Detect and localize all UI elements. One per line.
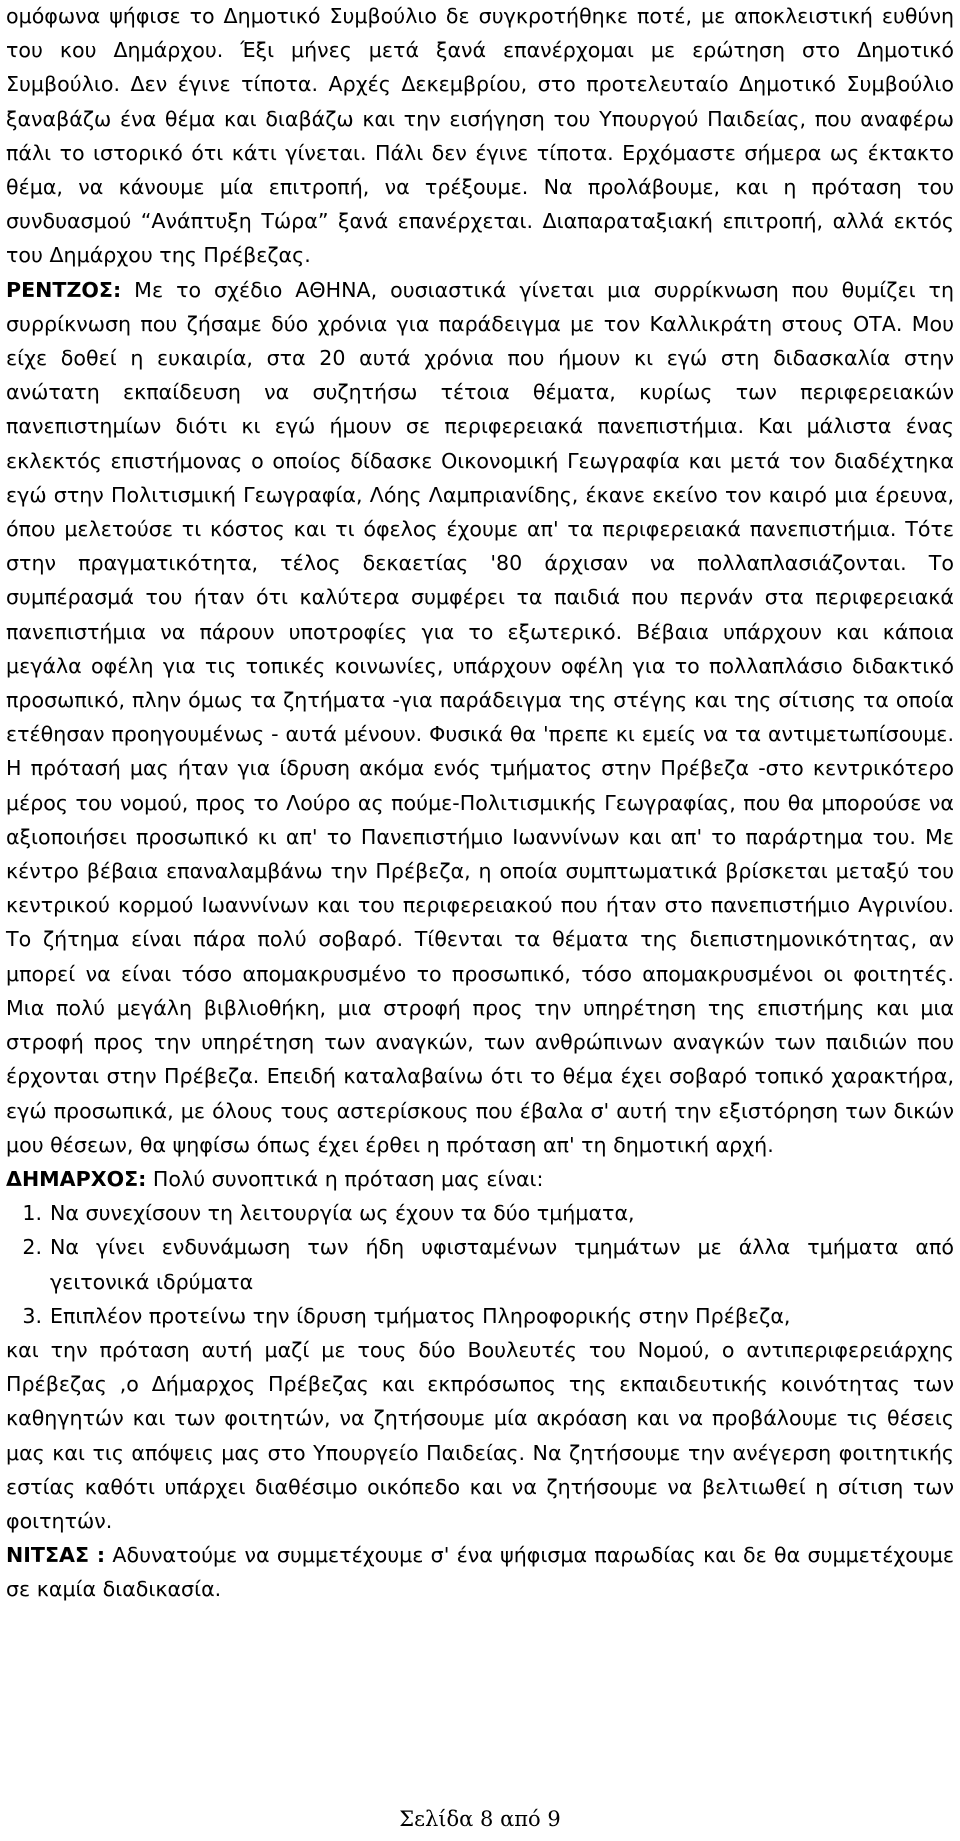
dimarchos-paragraph xyxy=(6,1162,954,1196)
page-footer: Σελίδα 8 από 9 xyxy=(399,1807,561,1831)
speaker-rentzos: ΡΕΝΤΖΟΣ: xyxy=(6,277,122,302)
intro-paragraph xyxy=(6,0,954,273)
proposal-list xyxy=(6,1196,954,1333)
list-number: 3. xyxy=(22,1303,42,1328)
nitsas-text: Αδυνατούμε να συμμετέχουμε σ' ένα ψήφισμα παρωδίας και δε θα συμμετέχουμε σε καμία διαδικασία. xyxy=(6,1543,954,1602)
list-item xyxy=(6,1299,954,1333)
list-number: 1. xyxy=(22,1201,42,1226)
intro-text: ομόφωνα ψήφισε το Δημοτικό Συμβούλιο δε συγκροτήθηκε ποτέ, με αποκλειστική ευθύνη του κου Δημάρχου. Έξι μήνες μετά ξανά επανέρχομαι με ερώτηση στο Δημοτικό Συμβούλιο. Δεν έγινε τίποτα. Αρχές Δεκεμβρίου, στο προτελευταίο Δημοτικό Συμβούλιο ξαναβάζω ένα θέμα και διαβάζω και την εισήγηση του Υπουργού Παιδείας, που αναφέρω πάλι το ιστορικό ότι κάτι γίνεται. Πάλι δεν έγινε τίποτα. Ερχόμαστε σήμερα ως έκτακτο θέμα, να κάνουμε μία επιτροπή, να τρέξουμε. Να προλάβουμε, και η πρόταση του συνδυασμού “Ανάπτυξη Τώρα” ξανά επανέρχεται. Διαπαραταξιακή επιτροπή, αλλά εκτός του Δημάρχου της Πρέβεζας. xyxy=(6,4,954,268)
speaker-nitsas: ΝΙΤΣΑΣ : xyxy=(6,1543,106,1568)
after-list-paragraph xyxy=(6,1333,954,1538)
after-list-text: και την πρόταση αυτή μαζί με τους δύο Βουλευτές του Νομού, ο αντιπεριφερειάρχης Πρέβεζας ,ο Δήμαρχος Πρέβεζας και εκπρόσωπος της εκπαιδευτικής κοινότητας των καθηγητών και των φοιτητών, να ζητήσουμε μία ακρόαση και να προβάλουμε τις θέσεις μας και τις απόψεις μας στο Υπουργείο Παιδείας. Να ζητήσουμε την ανέγερση φοιτητικής εστίας καθότι υπάρχει διαθέσιμο οικόπεδο και να ζητήσουμε να βελτιωθεί η σίτιση των φοιτητών. xyxy=(6,1337,954,1533)
rentzos-paragraph xyxy=(6,273,954,1162)
list-number: 2. xyxy=(22,1235,42,1260)
list-item-text: Να γίνει ενδυνάμωση των ήδη υφισταμένων τμημάτων με άλλα τμήματα από γειτονικά ιδρύματα xyxy=(50,1235,954,1294)
rentzos-text: Με το σχέδιο ΑΘΗΝΑ, ουσιαστικά γίνεται μια συρρίκνωση που θυμίζει τη συρρίκνωση που ζήσαμε δύο χρόνια για παράδειγμα με τον Καλλικράτη στους ΟΤΑ. Μου είχε δοθεί η ευκαιρία, στα 20 αυτά χρόνια που ήμουν κι εγώ στη διδασκαλία στην ανώτατη εκπαίδευση να συζητήσω τέτοια θέματα, κυρίως των περιφερειακών πανεπιστημίων διότι κι εγώ ήμουν σε περιφερειακά πανεπιστήμια. Και μάλιστα ένας εκλεκτός επιστήμονας ο οποίος δίδασκε Οικονομική Γεωγραφία και μετά τον διαδέχτηκα εγώ στην Πολιτισμική Γεωγραφία, Λόης Λαμπριανίδης, έκανε εκείνο τον καιρό μια έρευνα, όπου μελετούσε τι κόστος και τι όφελος έχουμε απ' τα περιφερειακά πανεπιστήμια. Τότε στην πραγματικότητα, τέλος δεκαετίας '80 άρχισαν να πολλαπλασιάζονται. Το συμπέρασμά του ήταν ότι καλύτερα συμφέρει τα παιδιά που περνάν στα περιφερειακά πανεπιστήμια να πάρουν υποτροφίες για το εξωτερικό. Βέβαια υπάρχουν και κάποια μεγάλα οφέλη για τις τοπικές κοινωνίες, υπάρχουν οφέλη για το πολλαπλάσιο διδακτικό προσωπικό, πλην όμως τα ζητήματα -για παράδειγμα της στέγης και της σίτισης τα οποία ετέθησαν προηγουμένως - αυτά μένουν. Φυσικά θα 'πρεπε κι εμείς να τα αντιμετωπίσουμε. Η πρότασή μας ήταν για ίδρυση ακόμα ενός τμήματος στην Πρέβεζα -στο κεντρικότερο μέρος του νομού, προς το Λούρο ας πούμε-Πολιτισμικής Γεωγραφίας, που θα μπορούσε να αξιοποιήσει προσωπικό κι απ' το Πανεπιστήμιο Ιωαννίνων και απ' το παράρτημα του. Με κέντρο βέβαια επαναλαμβάνω την Πρέβεζα, η οποία συμπτωματικά βρίσκεται μεταξύ του κεντρικού κορμού Ιωαννίνων και του περιφερειακού που ήταν στο πανεπιστήμιο Αγρινίου. Το ζήτημα είναι πάρα πολύ σοβαρό. Τίθενται τα θέματα της διεπιστημονικότητας, αν μπορεί να είναι τόσο απομακρυσμένο το προσωπικό, τόσο απομακρυσμένοι οι φοιτητές. Μια πολύ μεγάλη βιβλιοθήκη, μια στροφή προς την υπηρέτηση της επιστήμης και μια στροφή προς την υπηρέτηση των αναγκών, των ανθρώπινων αναγκών των παιδιών που έρχονται στην Πρέβεζα. Επειδή καταλαβαίνω ότι το θέμα έχει σοβαρό τοπικό χαρακτήρα, εγώ προσωπικά, με όλους τους αστερίσκους που έβαλα σ' αυτή την εξιστόρηση των δικών μου θέσεων, θα ψηφίσω όπως έχει έρθει η πρόταση απ' τη δημοτική αρχή. xyxy=(6,277,954,1157)
list-item-text: Να συνεχίσουν τη λειτουργία ως έχουν τα δύο τμήματα, xyxy=(50,1201,635,1226)
list-item xyxy=(6,1230,954,1298)
dimarchos-text: Πολύ συνοπτικά η πρόταση μας είναι: xyxy=(146,1166,544,1191)
nitsas-paragraph xyxy=(6,1538,954,1606)
speaker-dimarchos: ΔΗΜΑΡΧΟΣ: xyxy=(6,1166,147,1191)
list-item-text: Επιπλέον προτείνω την ίδρυση τμήματος Πληροφορικής στην Πρέβεζα, xyxy=(50,1303,791,1328)
list-item xyxy=(6,1196,954,1230)
